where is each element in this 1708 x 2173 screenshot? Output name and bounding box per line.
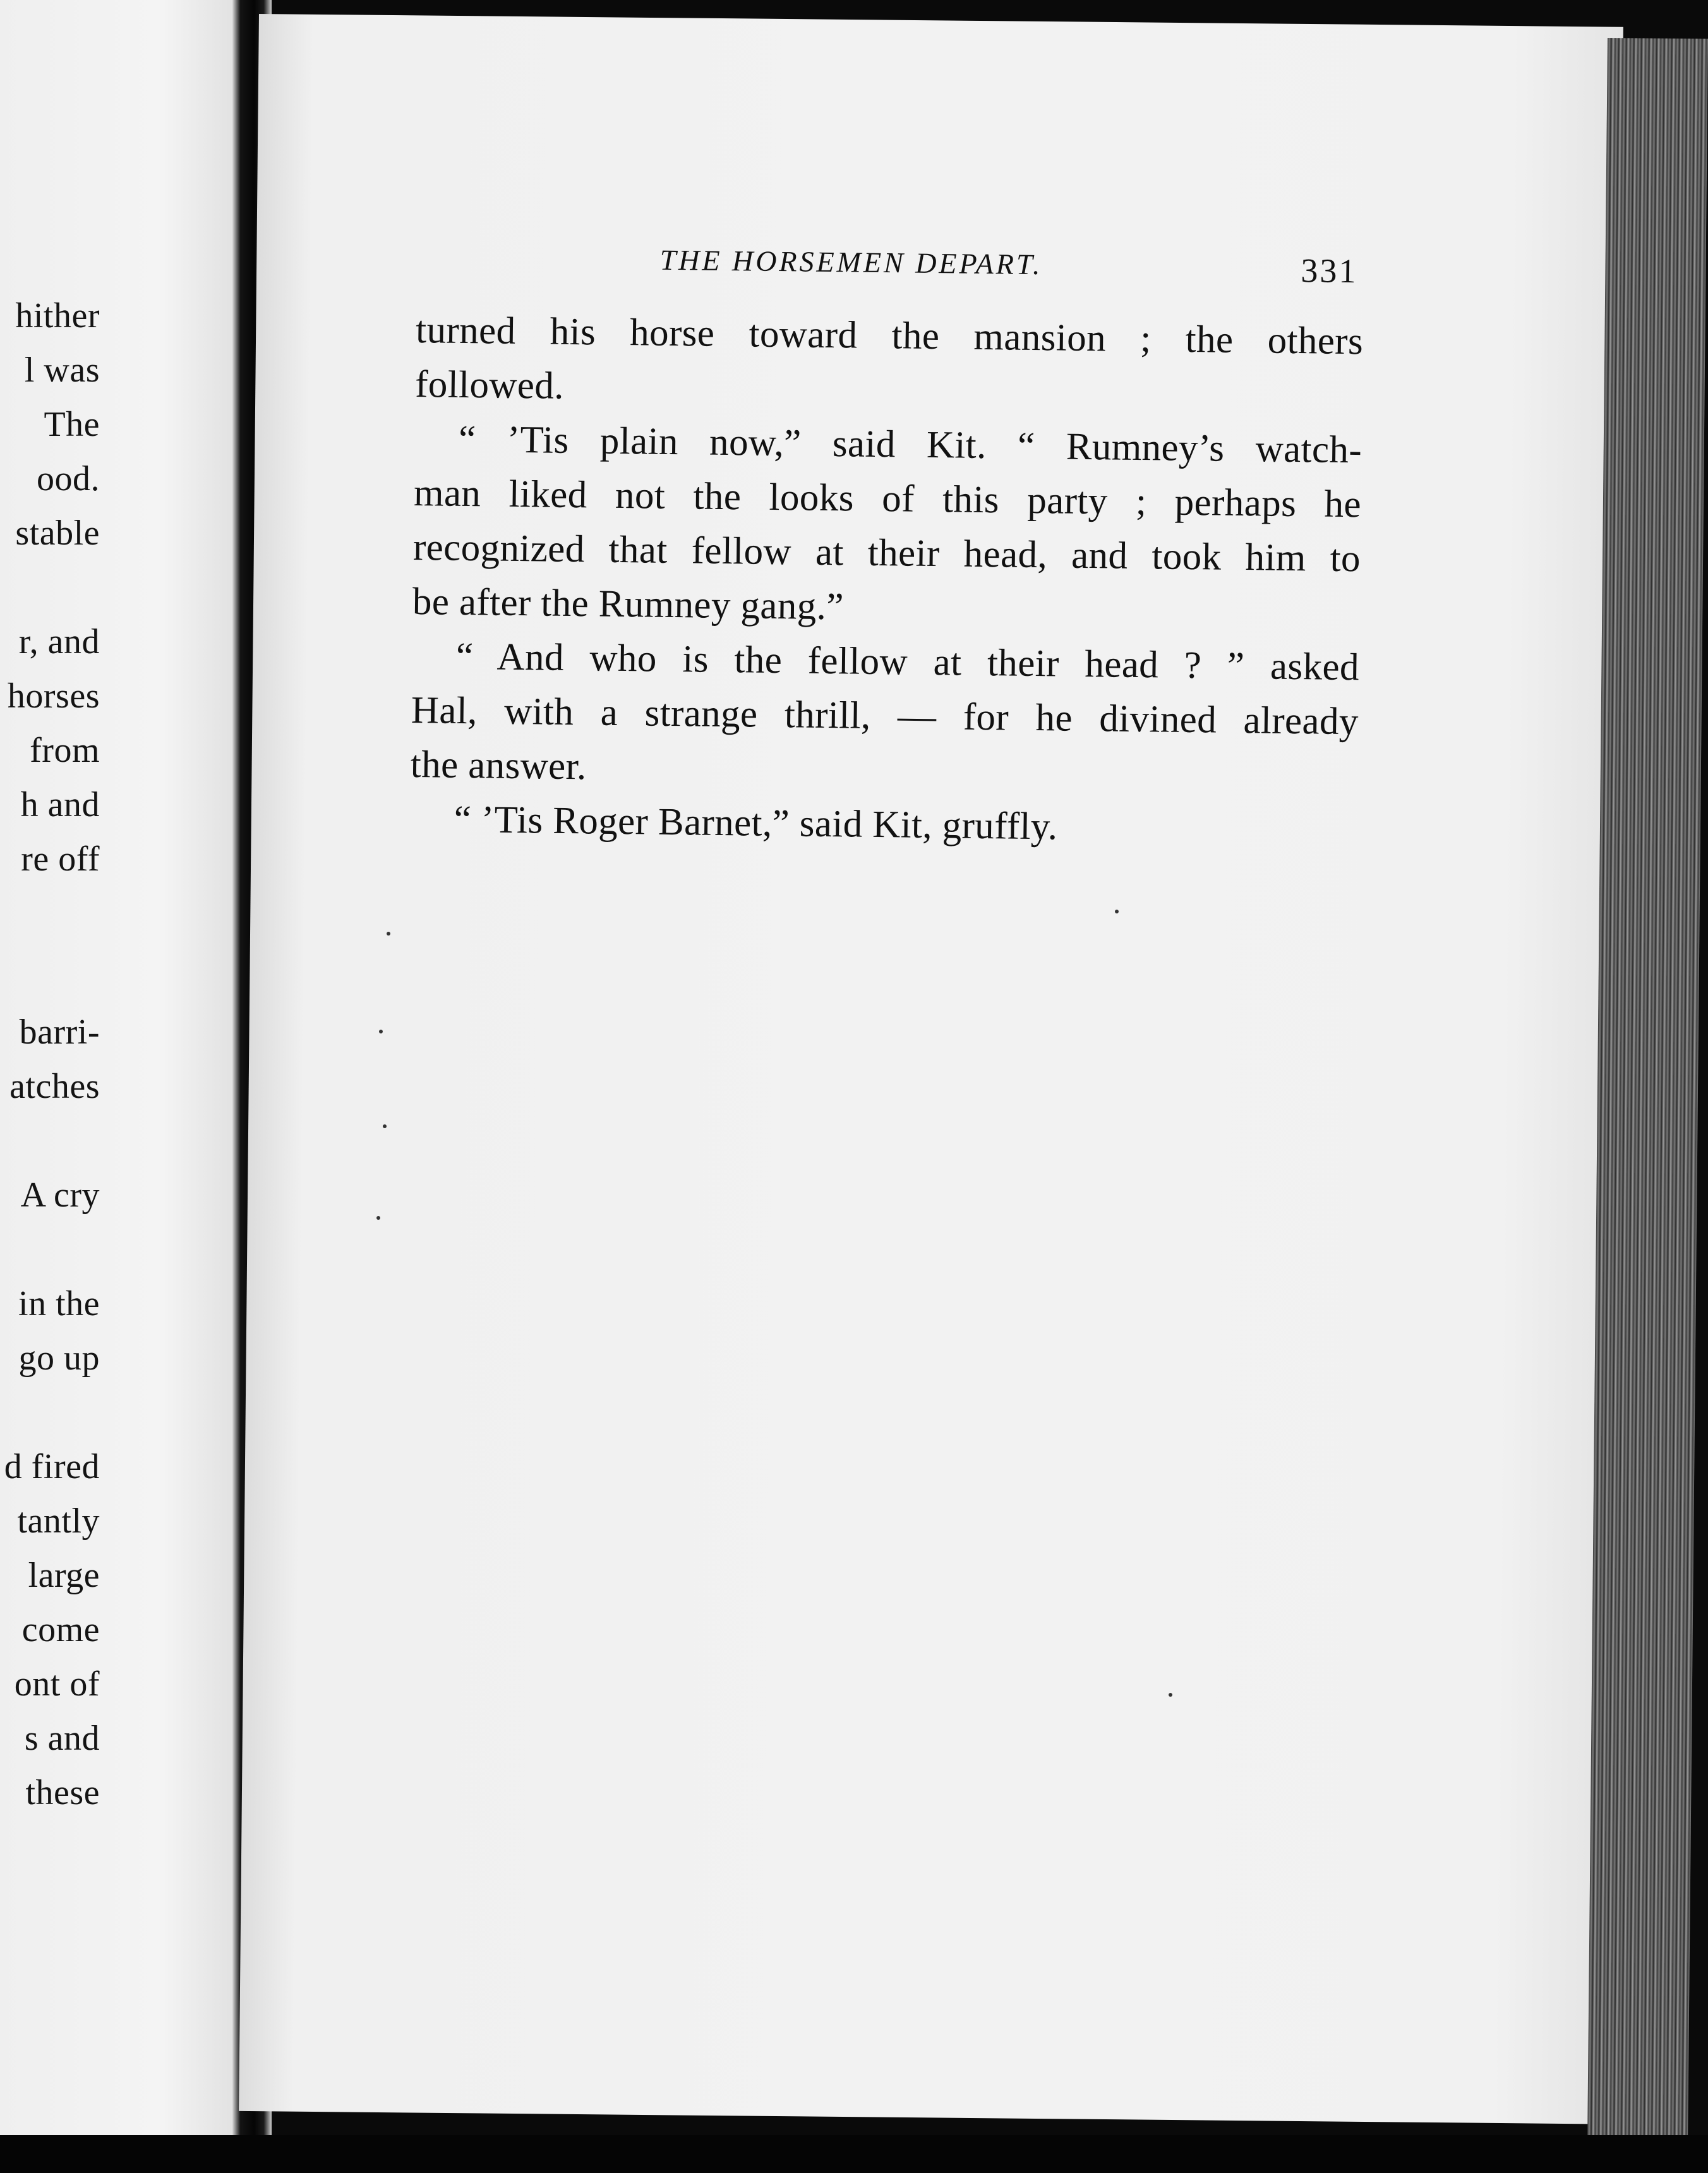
- left-line: horses: [7, 677, 100, 716]
- left-line: d fired: [4, 1447, 100, 1486]
- body-line: Hal, with a strange thrill, — for he divined already: [411, 689, 1359, 743]
- left-line: atches: [9, 1067, 100, 1106]
- body-line: turned his horse toward the mansion ; the others: [415, 308, 1364, 363]
- left-line: l was: [24, 351, 100, 390]
- left-line: re off: [21, 840, 100, 879]
- left-line: r, and: [18, 622, 100, 661]
- left-page: [0, 0, 232, 2173]
- left-line: tantly: [17, 1502, 100, 1541]
- dust-speck: [1115, 910, 1119, 913]
- body-line: “ ’Tis plain now,” said Kit. “ Rumney’s watch-: [458, 418, 1362, 472]
- left-line: ood.: [37, 459, 100, 498]
- left-line: hither: [15, 296, 100, 335]
- dust-speck: [376, 1216, 380, 1220]
- left-line: A cry: [20, 1176, 100, 1215]
- dust-speck: [379, 1030, 383, 1033]
- body-line: “ ’Tis Roger Barnet,” said Kit, gruffly.: [454, 798, 1058, 848]
- scan-background: [0, 2135, 1708, 2173]
- left-line: large: [28, 1556, 100, 1595]
- left-line: barri-: [19, 1013, 100, 1052]
- body-line: “ And who is the fellow at their head ? ” asked: [455, 635, 1360, 689]
- left-line: s and: [24, 1719, 100, 1758]
- left-page-text: [0, 0, 232, 2173]
- running-header-title: THE HORSEMEN DEPART.: [659, 243, 1043, 281]
- body-line: recognized that fellow at their head, and took him to: [412, 526, 1361, 581]
- dust-speck: [387, 932, 390, 936]
- body-line: the answer.: [410, 743, 587, 788]
- left-line: h and: [20, 785, 100, 824]
- left-line: ont of: [14, 1664, 100, 1704]
- page-edges: [1587, 38, 1708, 2142]
- body-line: be after the Rumney gang.”: [412, 580, 845, 629]
- left-line: The: [44, 405, 100, 444]
- left-line: these: [25, 1773, 100, 1812]
- left-line: from: [30, 731, 100, 770]
- left-line: come: [21, 1610, 100, 1649]
- body-line: followed.: [414, 363, 565, 407]
- page-number: 331: [1301, 251, 1358, 291]
- body-line: man liked not the looks of this party ; perhaps he: [413, 471, 1362, 526]
- left-line: go up: [18, 1339, 100, 1378]
- left-line: in the: [18, 1284, 100, 1323]
- dust-speck: [383, 1124, 387, 1128]
- left-line: stable: [15, 514, 100, 553]
- dust-speck: [1169, 1693, 1172, 1697]
